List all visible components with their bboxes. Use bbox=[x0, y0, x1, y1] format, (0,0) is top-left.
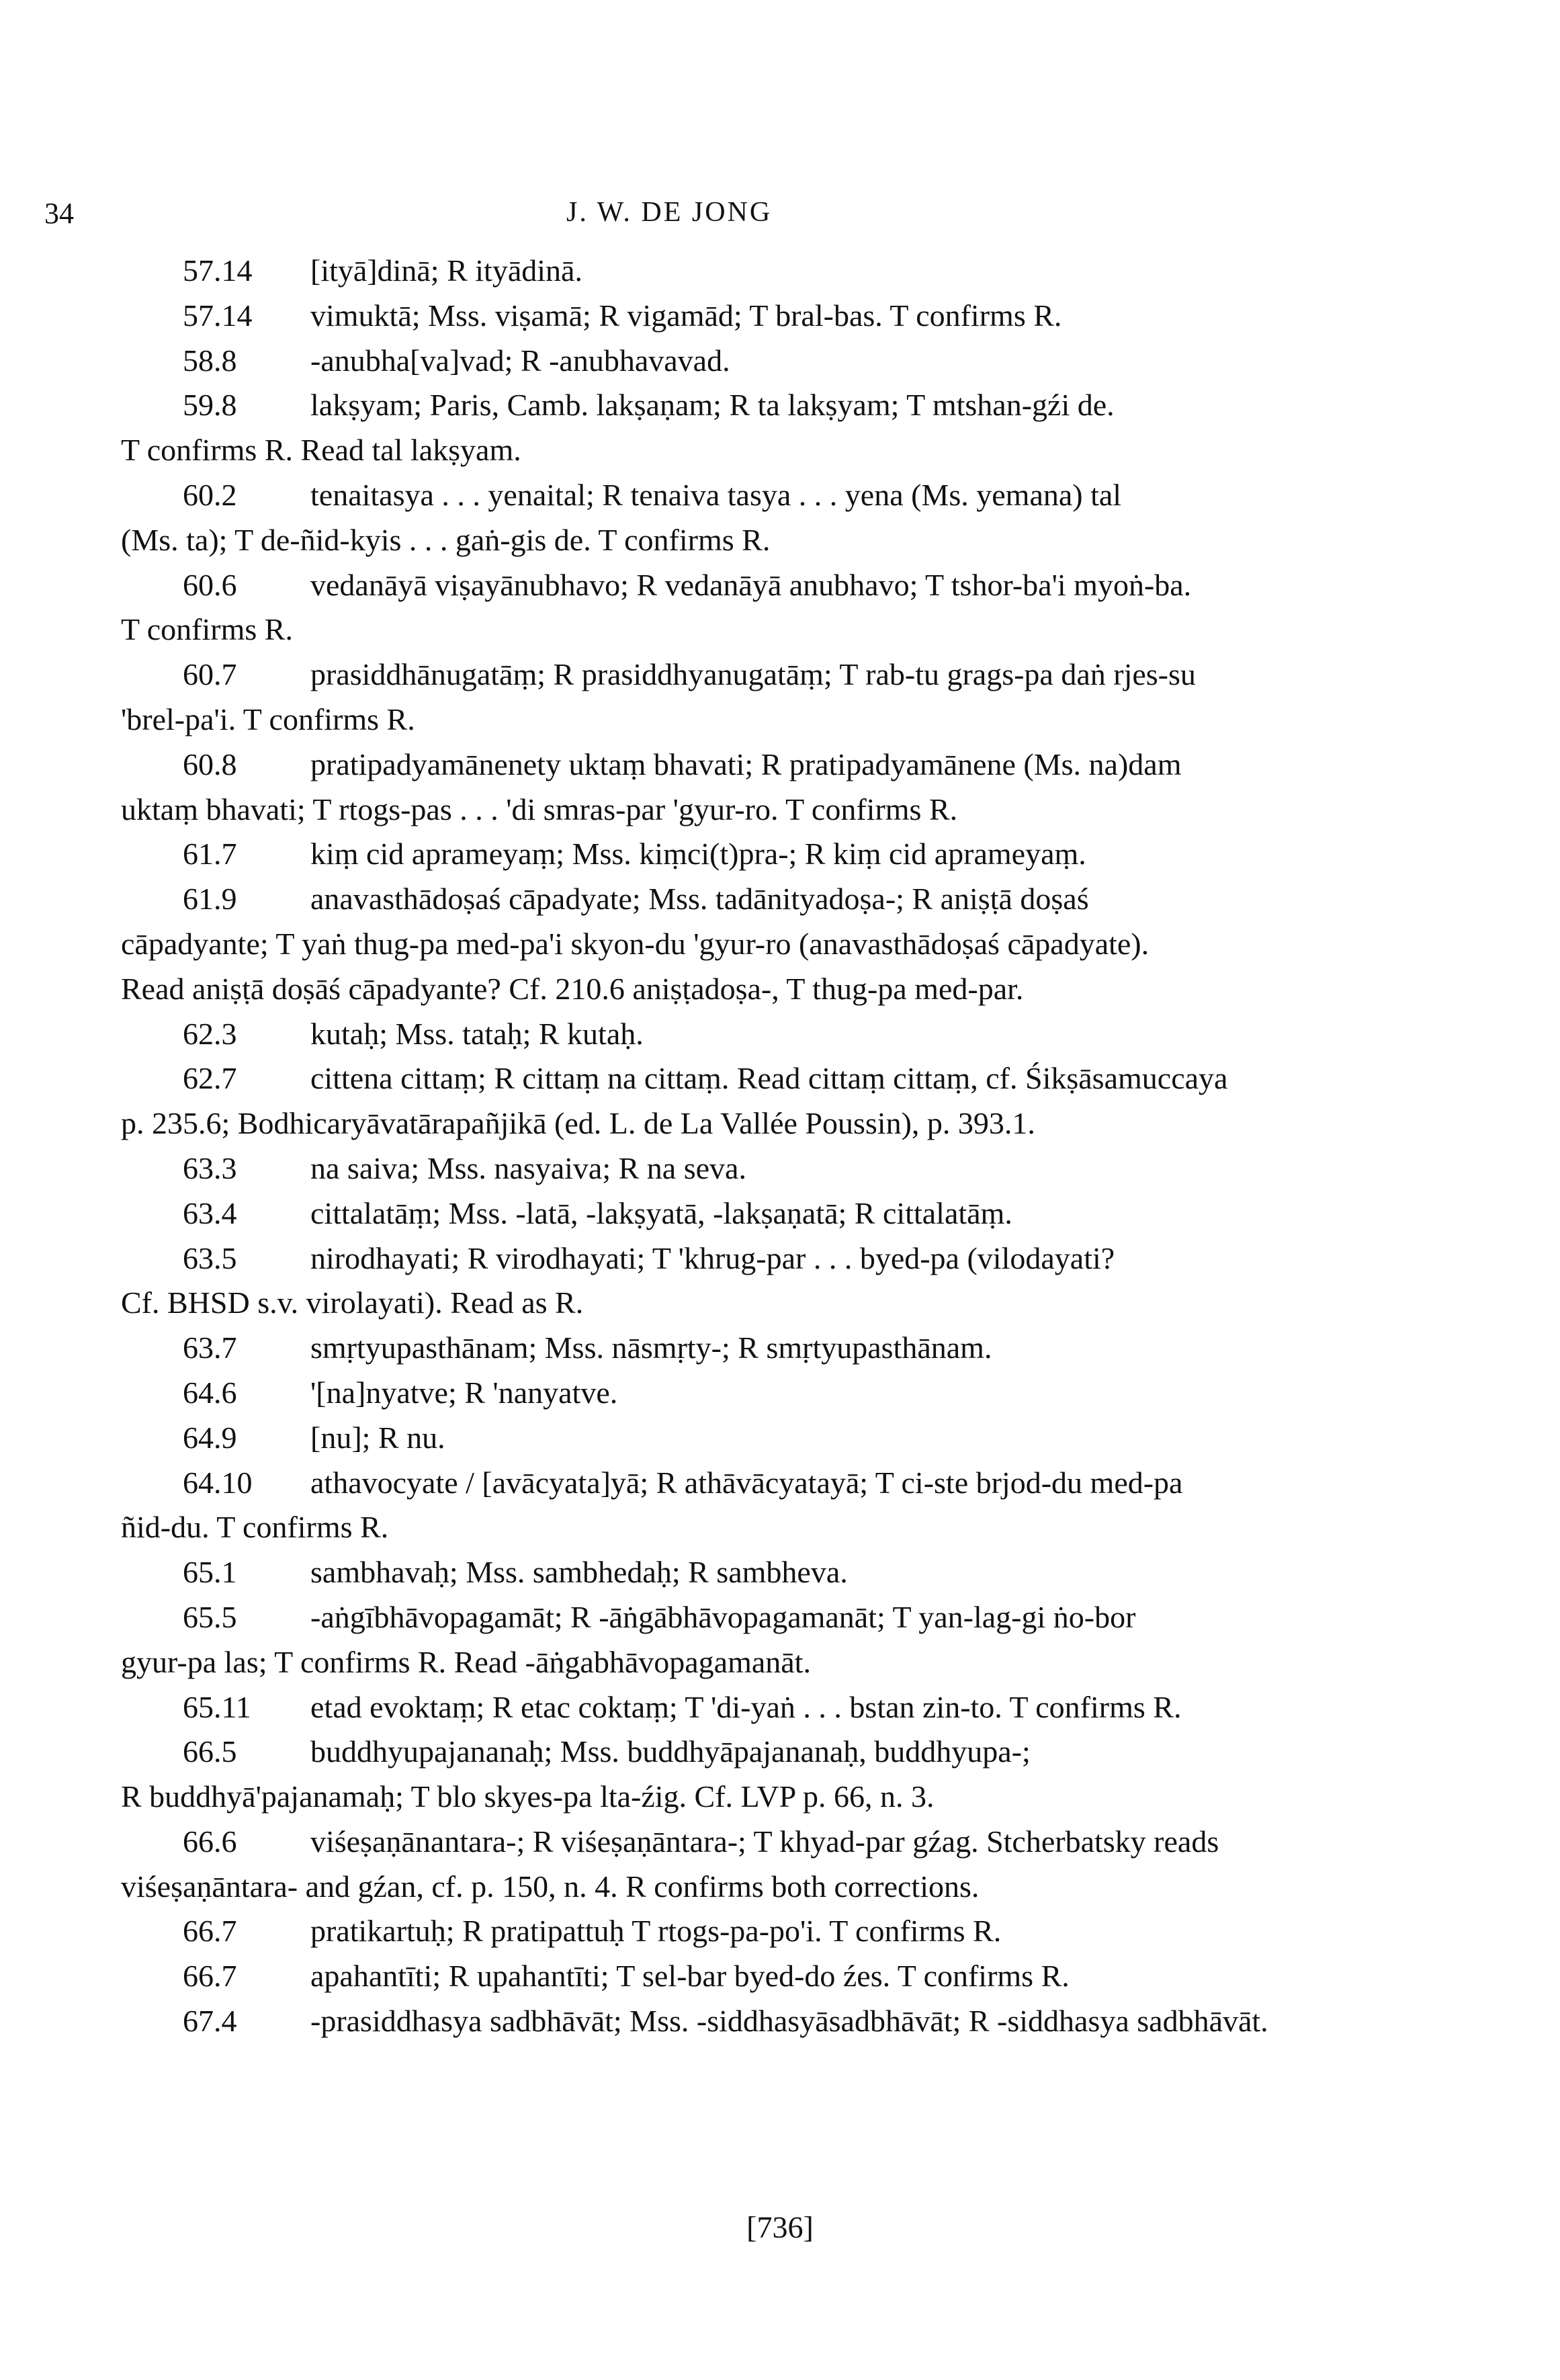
line-text: sambhavaḥ; Mss. sambhedaḥ; R sambheva. bbox=[310, 1555, 848, 1590]
line-text: viśeṣaṇāntara- and gźan, cf. p. 150, n. 4. R confirms both corrections. bbox=[121, 1869, 980, 1904]
text-line bbox=[121, 1685, 1458, 1730]
line-text: viśeṣaṇānantara-; R viśeṣaṇāntara-; T khyad-par gźag. Stcherbatsky reads bbox=[310, 1824, 1219, 1859]
page-number: 34 bbox=[44, 197, 74, 230]
text-line bbox=[121, 249, 1458, 294]
line-reference: 62.3 bbox=[183, 1016, 237, 1051]
line-text: gyur-pa las; T confirms R. Read -āṅgabhāvopagamanāt. bbox=[121, 1644, 811, 1679]
line-reference: 66.7 bbox=[183, 1959, 237, 1994]
line-reference: 61.7 bbox=[183, 837, 237, 872]
line-text: (Ms. ta); T de-ñid-kyis . . . gaṅ-gis de. T confirms R. bbox=[121, 522, 771, 557]
line-reference: 58.8 bbox=[183, 343, 237, 378]
line-text: apahantīti; R upahantīti; T sel-bar byed-do źes. T confirms R. bbox=[310, 1959, 1070, 1994]
line-text: Cf. BHSD s.v. virolayati). Read as R. bbox=[121, 1285, 584, 1320]
text-line bbox=[121, 1012, 1458, 1057]
line-reference: 63.7 bbox=[183, 1330, 237, 1365]
text-line bbox=[121, 1820, 1458, 1865]
line-reference: 66.7 bbox=[183, 1914, 237, 1949]
line-reference: 65.1 bbox=[183, 1555, 237, 1590]
line-reference: 57.14 bbox=[183, 298, 253, 333]
line-text: cāpadyante; T yaṅ thug-pa med-pa'i skyon-du 'gyur-ro (anavasthādoṣaś cāpadyate). bbox=[121, 926, 1150, 961]
line-text: kiṃ cid aprameyaṃ; Mss. kiṃci(t)pra-; R kiṃ cid aprameyaṃ. bbox=[310, 837, 1086, 872]
text-line bbox=[121, 742, 1458, 788]
line-text: na saiva; Mss. nasyaiva; R na seva. bbox=[310, 1150, 746, 1185]
text-line bbox=[121, 1954, 1458, 1999]
line-text: athavocyate / [avācyata]yā; R athāvācyatayā; T ci-ste brjod-du med-pa bbox=[310, 1465, 1183, 1500]
line-reference: 67.4 bbox=[183, 2004, 237, 2039]
line-text: T confirms R. bbox=[121, 612, 293, 647]
text-line bbox=[121, 1326, 1458, 1371]
line-text: R buddhyā'pajanamaḥ; T blo skyes-pa lta-źig. Cf. LVP p. 66, n. 3. bbox=[121, 1779, 935, 1814]
line-reference: 60.2 bbox=[183, 477, 237, 512]
line-text: [ityā]dinā; R ityādinā. bbox=[310, 253, 582, 288]
line-text: vimuktā; Mss. viṣamā; R vigamād; T bral-bas. T confirms R. bbox=[310, 298, 1062, 333]
line-reference: 62.7 bbox=[183, 1061, 237, 1096]
line-text: cittena cittaṃ; R cittaṃ na cittaṃ. Read cittaṃ cittaṃ, cf. Śikṣāsamuccaya bbox=[310, 1061, 1228, 1096]
text-line bbox=[121, 1191, 1458, 1236]
text-line bbox=[121, 473, 1458, 518]
line-text: tenaitasya . . . yenaital; R tenaiva tasya . . . yena (Ms. yemana) tal bbox=[310, 477, 1122, 512]
text-line bbox=[121, 652, 1458, 697]
line-reference: 64.9 bbox=[183, 1420, 237, 1455]
text-line bbox=[121, 1865, 1458, 1910]
line-text: lakṣyam; Paris, Camb. lakṣaṇam; R ta lakṣyam; T mtshan-gźi de. bbox=[310, 388, 1115, 423]
line-reference: 63.4 bbox=[183, 1195, 237, 1230]
line-text: pratikartuḥ; R pratipattuḥ T rtogs-pa-po'i. T confirms R. bbox=[310, 1914, 1002, 1949]
text-line bbox=[121, 1056, 1458, 1101]
text-line bbox=[121, 697, 1458, 742]
text-line bbox=[121, 1236, 1458, 1281]
text-line bbox=[121, 788, 1458, 833]
text-line bbox=[121, 1909, 1458, 1954]
text-line bbox=[121, 518, 1458, 563]
page-marker: [736] bbox=[746, 2210, 814, 2244]
line-text: anavasthādoṣaś cāpadyate; Mss. tadānityadoṣa-; R aniṣṭā doṣaś bbox=[310, 882, 1089, 917]
line-text: '[na]nyatve; R 'nanyatve. bbox=[310, 1375, 618, 1410]
text-line bbox=[121, 1281, 1458, 1326]
text-line bbox=[121, 832, 1458, 877]
running-head: J. W. DE JONG bbox=[566, 197, 773, 228]
line-text: -anubha[va]vad; R -anubhavavad. bbox=[310, 343, 730, 378]
text-line bbox=[121, 383, 1458, 428]
line-reference: 57.14 bbox=[183, 253, 253, 288]
line-text: [nu]; R nu. bbox=[310, 1420, 445, 1455]
line-reference: 66.6 bbox=[183, 1824, 237, 1859]
line-reference: 65.5 bbox=[183, 1599, 237, 1634]
line-text: prasiddhānugatāṃ; R prasiddhyanugatāṃ; T rab-tu grags-pa daṅ rjes-su bbox=[310, 657, 1196, 692]
line-text: p. 235.6; Bodhicaryāvatārapañjikā (ed. L. de La Vallée Poussin), p. 393.1. bbox=[121, 1106, 1035, 1141]
line-text: nirodhayati; R virodhayati; T 'khrug-par . . . byed-pa (vilodayati? bbox=[310, 1240, 1115, 1275]
text-line bbox=[121, 1505, 1458, 1550]
line-reference: 64.6 bbox=[183, 1375, 237, 1410]
line-reference: 66.5 bbox=[183, 1734, 237, 1769]
text-line bbox=[121, 967, 1458, 1012]
text-line bbox=[121, 1416, 1458, 1461]
text-line bbox=[121, 1595, 1458, 1640]
line-reference: 60.8 bbox=[183, 747, 237, 781]
line-text: 'brel-pa'i. T confirms R. bbox=[121, 702, 415, 736]
line-text: vedanāyā viṣayānubhavo; R vedanāyā anubhavo; T tshor-ba'i myoṅ-ba. bbox=[310, 567, 1192, 602]
text-line bbox=[121, 1775, 1458, 1820]
line-text: cittalatāṃ; Mss. -latā, -lakṣyatā, -lakṣaṇatā; R cittalatāṃ. bbox=[310, 1195, 1012, 1230]
line-text: buddhyupajananaḥ; Mss. buddhyāpajananaḥ, buddhyupa-; bbox=[310, 1734, 1031, 1769]
text-line bbox=[121, 607, 1458, 652]
text-line bbox=[121, 1461, 1458, 1506]
text-line bbox=[121, 922, 1458, 967]
text-line bbox=[121, 339, 1458, 384]
line-text: uktaṃ bhavati; T rtogs-pas . . . 'di smras-par 'gyur-ro. T confirms R. bbox=[121, 792, 958, 826]
text-line bbox=[121, 294, 1458, 339]
text-line bbox=[121, 1146, 1458, 1191]
text-line bbox=[121, 1371, 1458, 1416]
line-text: kutaḥ; Mss. tataḥ; R kutaḥ. bbox=[310, 1016, 644, 1051]
text-line bbox=[121, 1999, 1458, 2044]
text-line bbox=[121, 1101, 1458, 1146]
text-line bbox=[121, 1550, 1458, 1595]
line-text: T confirms R. Read tal lakṣyam. bbox=[121, 433, 521, 468]
line-text: Read aniṣṭā doṣāś cāpadyante? Cf. 210.6 aniṣṭadoṣa-, T thug-pa med-par. bbox=[121, 971, 1024, 1006]
line-reference: 60.6 bbox=[183, 567, 237, 602]
line-text: ñid-du. T confirms R. bbox=[121, 1510, 389, 1545]
line-text: -prasiddhasya sadbhāvāt; Mss. -siddhasyāsadbhāvāt; R -siddhasya sadbhāvāt. bbox=[310, 2004, 1268, 2039]
line-text: smṛtyupasthānam; Mss. nāsmṛty-; R smṛtyupasthānam. bbox=[310, 1330, 992, 1365]
line-reference: 63.5 bbox=[183, 1240, 237, 1275]
line-text: -aṅgībhāvopagamāt; R -āṅgābhāvopagamanāt; T yan-lag-gi ṅo-bor bbox=[310, 1599, 1136, 1634]
text-line bbox=[121, 877, 1458, 922]
line-text: etad evoktaṃ; R etac coktaṃ; T 'di-yaṅ . . . bstan zin-to. T confirms R. bbox=[310, 1689, 1182, 1724]
body-text bbox=[121, 249, 1458, 2044]
line-reference: 61.9 bbox=[183, 882, 237, 917]
text-line bbox=[121, 1730, 1458, 1775]
line-reference: 65.11 bbox=[183, 1689, 251, 1724]
text-line bbox=[121, 1640, 1458, 1685]
text-line bbox=[121, 428, 1458, 473]
line-text: pratipadyamānenety uktaṃ bhavati; R pratipadyamānene (Ms. na)dam bbox=[310, 747, 1182, 781]
line-reference: 63.3 bbox=[183, 1150, 237, 1185]
line-reference: 64.10 bbox=[183, 1465, 253, 1500]
text-line bbox=[121, 563, 1458, 608]
line-reference: 60.7 bbox=[183, 657, 237, 692]
line-reference: 59.8 bbox=[183, 388, 237, 423]
